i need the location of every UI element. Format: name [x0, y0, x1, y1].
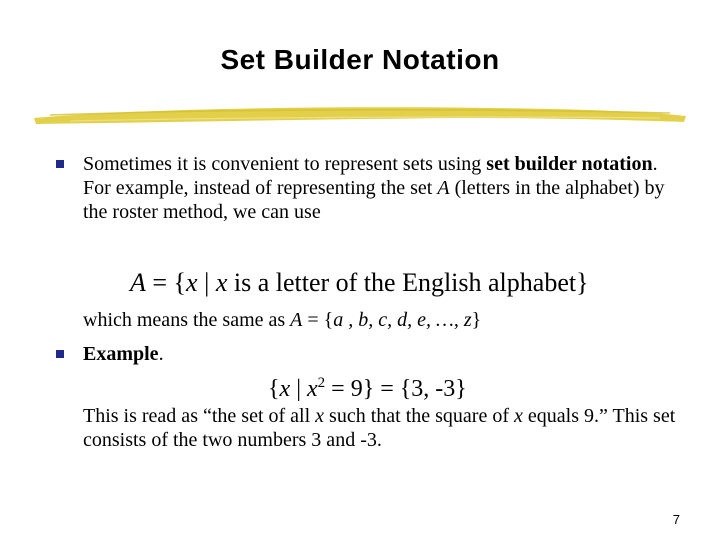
formula2-var-x1: x	[279, 376, 291, 402]
formula-alphabet-set	[130, 267, 589, 299]
line2-text-b: = {	[302, 309, 334, 331]
line-read-as	[83, 404, 683, 452]
line2-var-a: A	[290, 309, 303, 331]
bullet1-text-b: . For example, instead of representing the set	[83, 153, 658, 199]
formula1-rest: is a letter of the English alphabet}	[227, 268, 589, 297]
formula2-rest: = 9} = {3, -3}	[325, 376, 467, 402]
line-means-same-as	[83, 308, 683, 332]
line4-var-x1: x	[315, 405, 325, 427]
formula2-open: {	[268, 376, 280, 402]
line4-text-b: such that the square of	[324, 405, 514, 427]
line2-items: a , b, c, d, e, …, z	[333, 309, 472, 331]
line2-text-a: which means the same as	[83, 309, 291, 331]
formula2-bar: |	[290, 376, 307, 402]
bullet-sometimes-convenient	[83, 152, 673, 224]
line4-text-a: This is read as “the set of all	[83, 405, 316, 427]
line2-text-c: }	[471, 309, 482, 331]
formula-square-equals-nine	[268, 368, 467, 404]
example-period: .	[158, 343, 164, 365]
bullet1-text-c: (letters in the alphabet) by the roster method, we can use	[83, 177, 665, 223]
formula1-var-a: A	[130, 268, 146, 297]
term-set-builder-notation: set builder notation	[486, 153, 653, 175]
formula1-bar: |	[197, 268, 216, 297]
title-underline-brush	[30, 98, 690, 132]
bullet1-text-a: Sometimes it is convenient to represent sets using	[83, 153, 487, 175]
page-number: 7	[672, 512, 680, 527]
bullet-square-icon	[56, 350, 64, 358]
example-label: Example	[83, 343, 159, 365]
line4-text-c: equals 9.” This set consists of the two numbers 3 and -3.	[83, 405, 676, 451]
formula1-var-x1: x	[186, 268, 198, 297]
bullet-square-icon	[56, 160, 64, 168]
line4-var-x2: x	[514, 405, 523, 427]
bullet-example	[83, 342, 164, 366]
formula1-var-x2: x	[215, 268, 228, 297]
var-a: A	[437, 177, 450, 199]
formula2-exponent: 2	[317, 375, 326, 391]
formula2-var-x2: x	[307, 376, 318, 402]
slide-title: Set Builder Notation	[220, 44, 500, 75]
formula1-eq: = {	[145, 268, 187, 297]
